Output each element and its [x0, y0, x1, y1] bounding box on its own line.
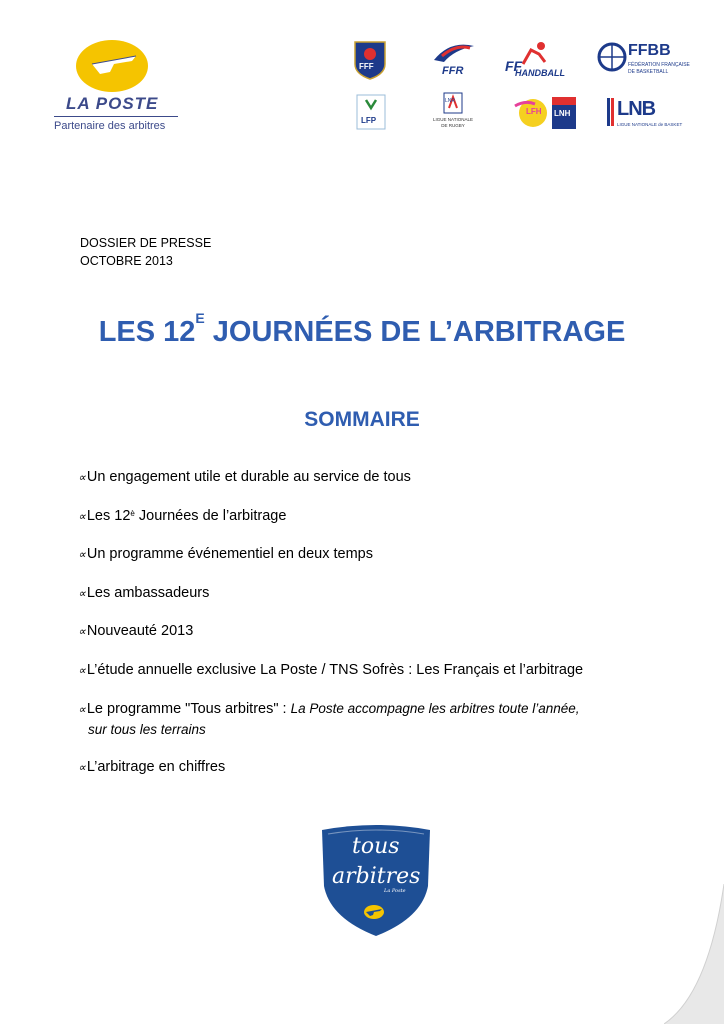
list-item-italic: La Poste accompagne les arbitres toute l’année,	[290, 701, 580, 716]
fff-logo	[352, 40, 388, 80]
list-item	[78, 507, 678, 527]
la-poste-tagline: Partenaire des arbitres	[54, 120, 166, 132]
bullet-icon: ∝	[78, 472, 86, 484]
la-poste-logo	[52, 38, 182, 138]
lfp-logo	[356, 94, 386, 130]
section-title: SOMMAIRE	[304, 408, 420, 431]
bullet-icon: ∝	[78, 704, 86, 716]
press-line-type: DOSSIER DE PRESSE	[80, 236, 212, 250]
lnb-logo-icon	[606, 98, 616, 126]
bullet-icon: ∝	[78, 587, 86, 600]
list-item-text: L’arbitrage en chiffres	[86, 758, 226, 775]
lnr-label: LNR	[445, 98, 456, 104]
list-item-superscript: è	[130, 508, 135, 518]
lfh-label: LFH	[526, 107, 542, 116]
ffbb-label: FFBB	[628, 42, 671, 59]
page-title	[0, 310, 724, 349]
bullet-icon: ∝	[78, 761, 86, 774]
table-of-contents	[78, 468, 678, 796]
list-item-text: Un programme événementiel en deux temps	[86, 546, 373, 562]
lnr-sub: LIGUE NATIONALE	[433, 117, 473, 122]
la-poste-divider	[54, 116, 178, 117]
la-poste-wordmark: LA POSTE	[66, 94, 159, 113]
lfh-logo	[511, 96, 549, 130]
list-item-text: Le programme "Tous arbitres" :	[86, 701, 291, 717]
lnb-logo	[606, 96, 683, 130]
list-item-text: Nouveauté 2013	[86, 623, 194, 639]
list-item	[78, 545, 678, 565]
ffr-label: FFR	[442, 65, 464, 77]
list-item	[78, 699, 678, 739]
list-item-text: Les ambassadeurs	[86, 584, 210, 601]
title-superscript: E	[195, 310, 205, 326]
ff-handball-ff: FF	[505, 58, 523, 74]
list-item	[78, 468, 678, 488]
ff-handball-logo-icon	[519, 40, 549, 66]
ffr-logo-icon	[430, 40, 478, 66]
shield-line-2: arbitres	[332, 864, 421, 889]
bullet-icon: ∝	[78, 510, 86, 523]
lnh-label: LNH	[554, 109, 571, 118]
fff-label: FFF	[359, 62, 374, 71]
page-curl-decoration	[664, 884, 724, 1024]
list-item	[78, 758, 678, 778]
lnr-sub2: DE RUGBY	[441, 123, 465, 128]
lnh-logo	[551, 96, 577, 130]
fff-logo-icon	[352, 40, 388, 80]
ff-handball-logo	[505, 40, 583, 80]
list-item-text: Les 12	[86, 507, 131, 524]
lnb-sub: LIGUE NATIONALE de BASKET	[617, 122, 683, 127]
lfp-label: LFP	[361, 116, 377, 125]
list-item-text: L’étude annuelle exclusive La Poste / TNS Sofrès : Les Français et l’arbitrage	[86, 661, 584, 678]
bullet-icon: ∝	[78, 626, 86, 638]
shield-signature: La Poste	[384, 888, 406, 894]
list-item	[78, 622, 678, 642]
ffr-logo	[430, 40, 478, 80]
bullet-icon: ∝	[78, 549, 86, 561]
ffbb-logo	[597, 40, 690, 80]
press-header	[80, 234, 211, 270]
press-line-date: OCTOBRE 2013	[80, 254, 173, 268]
lnb-label: LNB	[617, 98, 656, 120]
ffbb-sub: FÉDÉRATION FRANÇAISE	[628, 62, 690, 68]
tous-arbitres-logo	[318, 822, 434, 938]
list-item-text: Journées de l’arbitrage	[134, 507, 287, 524]
list-item-text: Un engagement utile et durable au service de tous	[86, 469, 411, 485]
shield-line-1: tous	[352, 834, 400, 859]
ff-handball-label: HANDBALL	[515, 68, 565, 78]
la-poste-logo-icon	[62, 38, 182, 94]
bullet-icon: ∝	[78, 664, 86, 677]
list-item	[78, 584, 678, 604]
ffbb-logo-icon	[597, 42, 627, 72]
title-prefix: LES 12	[98, 316, 196, 348]
ffbb-sub2: DE BASKETBALL	[628, 69, 669, 75]
lnr-logo	[428, 92, 478, 134]
list-item	[78, 661, 678, 681]
list-item-italic-continued: sur tous les terrains	[88, 722, 206, 737]
title-suffix: JOURNÉES DE L’ARBITRAGE	[204, 316, 626, 348]
